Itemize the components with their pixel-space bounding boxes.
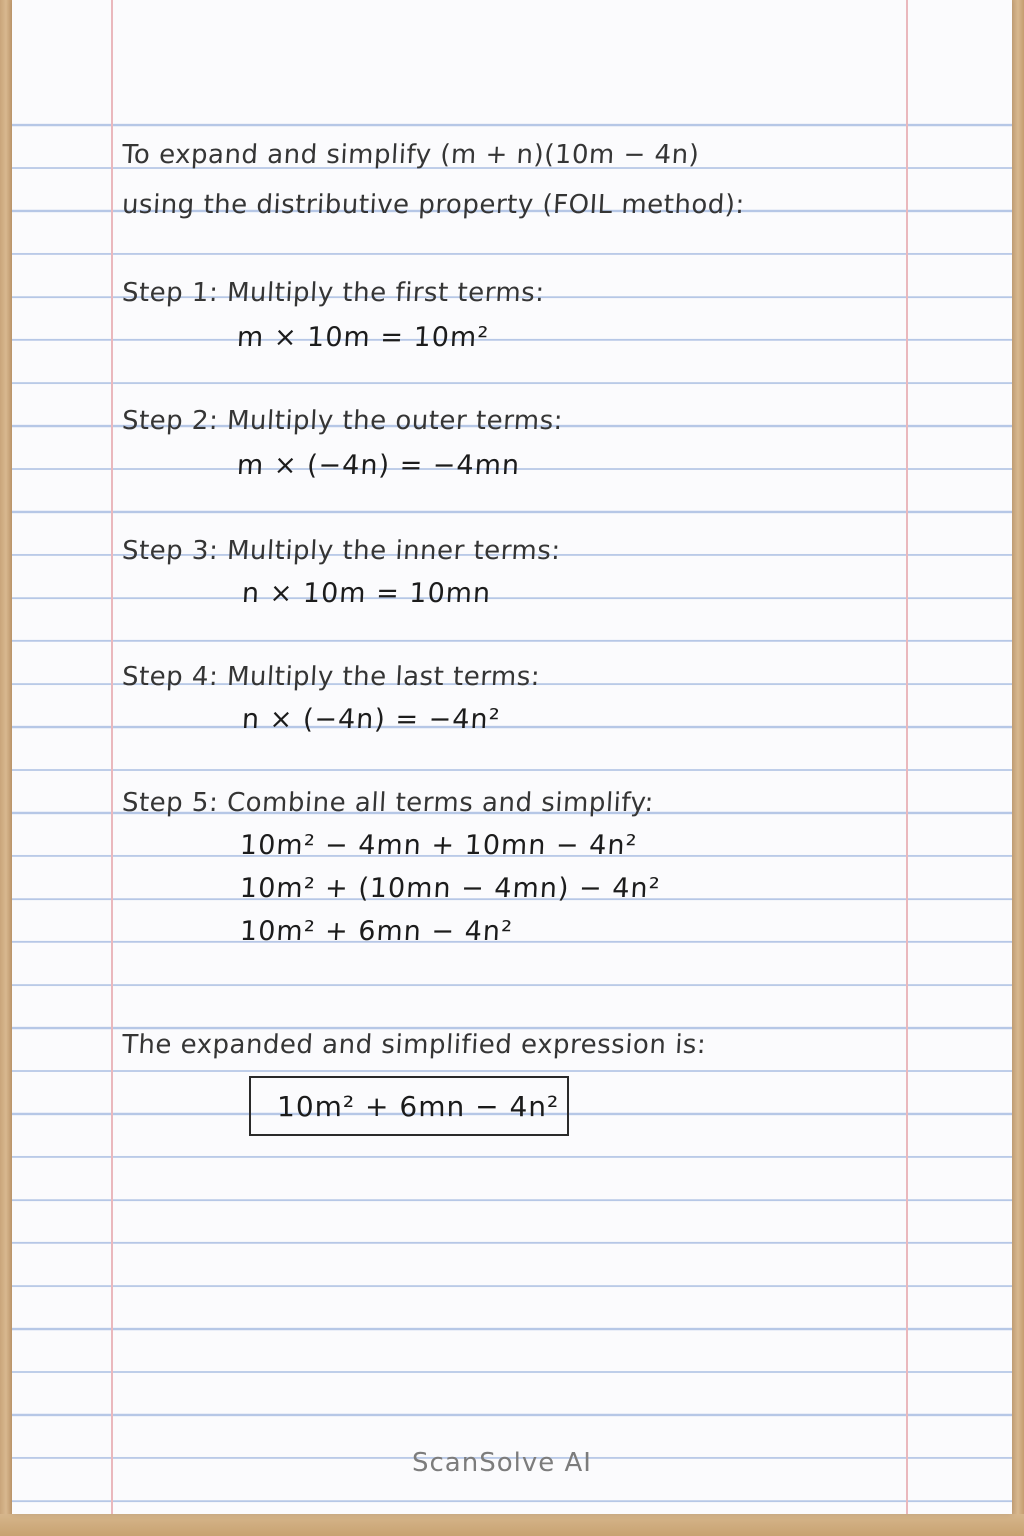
conclusion-text: The expanded and simplified expression is:	[121, 1030, 707, 1060]
notebook-page	[12, 0, 1012, 1514]
desk-left-edge	[0, 0, 12, 1536]
brand-watermark: ScanSolve AI	[412, 1448, 592, 1478]
step-5-work-line-1: 10m² − 4mn + 10mn − 4n²	[239, 830, 639, 861]
step-5-heading: Step 5: Combine all terms and simplify:	[121, 788, 655, 818]
step-4-work: n × (−4n) = −4n²	[241, 704, 502, 735]
final-answer: 10m² + 6mn − 4n²	[277, 1090, 560, 1123]
step-3-work: n × 10m = 10mn	[241, 578, 492, 609]
intro-line-2: using the distributive property (FOIL method):	[121, 190, 746, 220]
intro-line-1: To expand and simplify (m + n)(10m − 4n)	[121, 140, 701, 170]
desk-right-edge	[1012, 0, 1024, 1536]
step-1-work: m × 10m = 10m²	[236, 322, 490, 353]
desk-bottom-edge	[0, 1514, 1024, 1536]
step-2-work: m × (−4n) = −4mn	[236, 450, 521, 481]
step-5-work-line-3: 10m² + 6mn − 4n²	[239, 916, 514, 947]
step-1-heading: Step 1: Multiply the first terms:	[121, 278, 546, 308]
step-2-heading: Step 2: Multiply the outer terms:	[121, 406, 564, 436]
step-4-heading: Step 4: Multiply the last terms:	[121, 662, 541, 692]
handwritten-solution	[12, 0, 1012, 1514]
step-5-work-line-2: 10m² + (10mn − 4mn) − 4n²	[239, 873, 662, 904]
step-3-heading: Step 3: Multiply the inner terms:	[121, 536, 562, 566]
